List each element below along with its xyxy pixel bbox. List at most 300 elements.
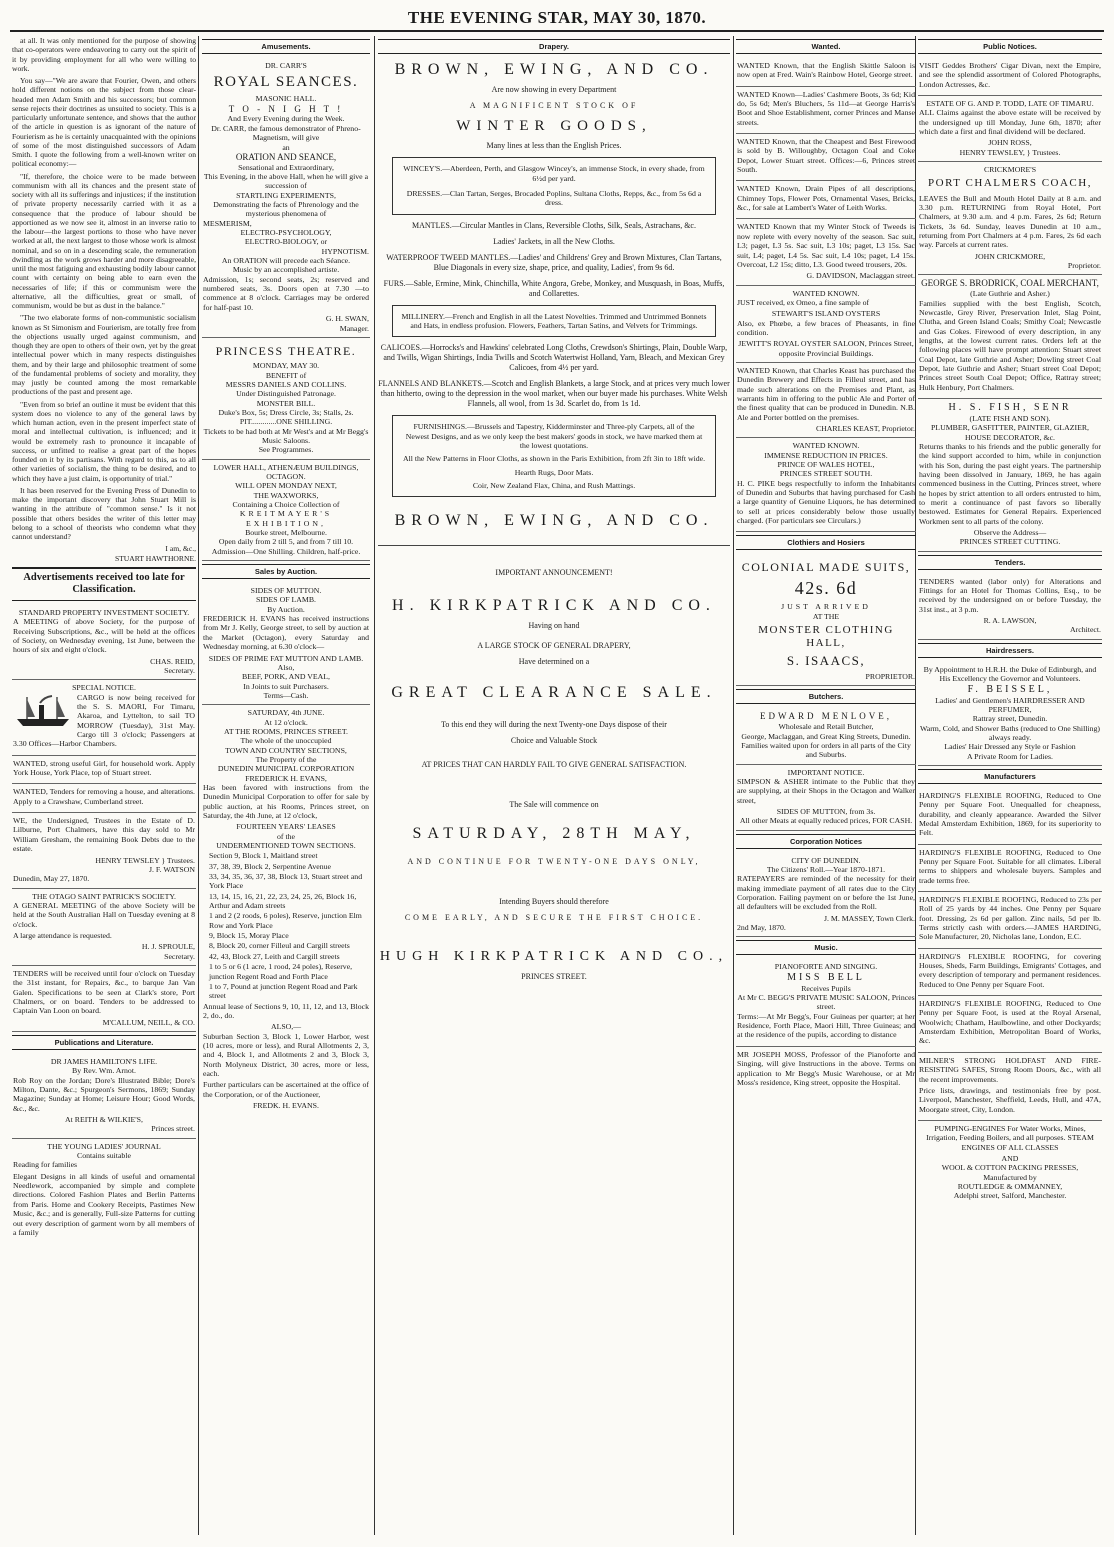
ad-wanted-girl xyxy=(12,756,196,785)
ad-body: Further particulars can be ascertained at the office of the Corporation, or of the Auctioneer, xyxy=(203,1080,369,1099)
signer-role: Trustees. xyxy=(166,855,195,865)
ad-wanted-tenders xyxy=(12,784,196,813)
section-item: 33, 34, 35, 36, 37, 38, Block 13, Stuart street and York Place xyxy=(209,872,363,891)
signer: HENRY TEWSLEY xyxy=(95,855,160,865)
item-calicoes: CALICOES.—Horrocks's and Hawkins' celebrated Long Cloths, Crewdson's Shirtings, Plain, Double Warp, and Twills, Wigan Shirtings, India Twills and Scotch Watertwist Holland, Yarn, Bleach, and Mexican Grey Calicoes, from 4½ per yard. xyxy=(380,343,728,373)
column-rule xyxy=(198,36,199,1535)
item-floor-cloths: All the New Patterns in Floor Cloths, as shown in the Paris Exhibition, from 2ft 3in to 18ft wide. xyxy=(402,454,706,464)
ad-standard-property xyxy=(12,605,196,680)
ad-body: WANTED Known—Ladies' Cashmere Boots, 3s 6d; Kid do, 5s 6d; Men's Bluchers, 5s 11d—at George Harris's Boot and Shoe Establishment, corner Princes and Manse streets. xyxy=(737,89,915,127)
ad-headline: MISS BELL xyxy=(787,971,865,983)
ad-role: PROPRIETOR. xyxy=(865,672,915,682)
ad-role: Manager. xyxy=(339,323,369,333)
ad-line: FOURTEEN YEARS' LEASES xyxy=(236,822,336,832)
item-flannels: FLANNELS AND BLANKETS.—Scotch and English Blankets, a large Stock, and at prices very much lower than hitherto, owing to the depression in the wool market, when our buyer made his purchases. White Welsh Flannels, all wool, from 1s 3d. Scarlet do, from 1s 1d. xyxy=(378,379,730,409)
section-header-publications: Publications and Literature. xyxy=(12,1035,196,1050)
ad-line: MESMERISM, xyxy=(203,218,252,228)
ad-headline-important: IMPORTANT ANNOUNCEMENT! xyxy=(495,567,613,577)
ad-city-dunedin xyxy=(736,853,916,938)
letter-to-editor xyxy=(12,36,196,563)
ad-wanted-drain-pipes xyxy=(736,181,916,219)
ad-line: PRINCES STREET. xyxy=(521,971,587,981)
ad-miss-bell xyxy=(736,959,916,1046)
ad-line: Families waited upon for orders in all parts of the City and Suburbs. xyxy=(741,740,911,760)
ad-line: A MAGNIFICENT STOCK OF xyxy=(469,101,639,111)
ad-body: FREDERICK H. EVANS has received instructions from Mr J. Kelly, George street, to sell by auction at the Market (Octagon), every Saturday and Wednesday morning, at 6.30 o'clock— xyxy=(203,614,369,652)
ad-headline: PRINCESS THEATRE. xyxy=(215,343,357,358)
ad-body: Terms:—At Mr Begg's, Four Guineas per quarter; at her Residence, Forth Place, Maori Hill, Three Guineas; and at the residence of the pupils, according to distance xyxy=(737,1011,915,1040)
ad-body: TENDERS will be received until four o'clock on Tuesday the 31st instant, for Repairs, &c., to barque Jan Van Galen. Specifications to be seen at Clark's store, Port Chalmers, or on board. Tenders to be addressed to Captain Van Loon on board. xyxy=(13,968,195,1016)
ad-line: Intending Buyers should therefore xyxy=(499,897,609,907)
ad-line: PRINCES STREET SOUTH. xyxy=(779,469,873,479)
letter-paragraph: "The two elaborate forms of non-communistic socialism known as St Simonism and Fourierism, are totally free from the objections usually urged against communism, and though they are open to others of their own, yet by the great intellectual power which in many respects distinguishes them, and by their large and philosophic treatment of some of the fundamental problems of society and morality, they may justly be counted among the most remarkable productions of the past and present age. xyxy=(12,313,196,397)
ad-body: JUST received, ex Omeo, a fine sample of xyxy=(737,297,870,307)
ad-lawson-tenders xyxy=(918,574,1102,640)
ad-dr-carr xyxy=(202,58,370,338)
ad-line: By Appointment to H.R.H. the Duke of Edinburgh, and His Excellency the Governor and Volunteers. xyxy=(923,664,1097,684)
ad-wanted-firewood xyxy=(736,134,916,181)
ad-line: Ladies' and Gentlemen's HAIRDRESSER AND PERFUMER, xyxy=(935,695,1085,714)
ad-line: Containing a Choice Collection of xyxy=(232,500,340,510)
ad-signature: HENRY TEWSLEY, } Trustees. xyxy=(959,147,1061,157)
ad-line: SIDES OF MUTTON. xyxy=(250,586,322,596)
ad-body: ALL Claims against the above estate will be received by the undersigned up till Monday, June 6th, 1870; after which date a first and final dividend will be declared. xyxy=(919,108,1101,137)
section-item: 42, 43, Block 27, Leith and Cargill streets xyxy=(209,951,340,961)
ad-body: WANTED, strong useful Girl, for household work. Apply York House, York Place, top of Stuart street. xyxy=(13,758,195,778)
item-furnishings: FURNISHINGS.—Brussels and Tapestry, Kidderminster and Three-ply Carpets, all of the Newest Designs, and as we only keep the best makers' goods in stock, we have marked them at the lowest quotations. xyxy=(405,422,703,450)
ad-line: Are now showing in every Department xyxy=(491,85,617,95)
ad-title: DR JAMES HAMILTON'S LIFE. xyxy=(50,1057,158,1066)
ad-young-ladies-journal xyxy=(12,1139,196,1243)
ad-beissel xyxy=(918,662,1102,766)
ad-line: An ORATION will precede each Séance. xyxy=(221,256,351,266)
section-header-butchers: Butchers. xyxy=(736,689,916,704)
ad-line: George, Maclaggan, and Great King Streets, Dunedin. xyxy=(741,731,911,741)
section-header-corporation: Corporation Notices xyxy=(736,834,916,849)
item-hearth: Hearth Rugs, Door Mats. xyxy=(514,467,594,477)
ad-signature: J. M. MASSEY, Town Clerk. xyxy=(823,913,915,923)
ad-signature: CHARLES KEAST, Proprietor. xyxy=(815,424,915,433)
letter-paragraph: at all. It was only mentioned for the purpose of showing that co-operators were endeavoring to carry out the spirit of it by providing employment for all who were willing to work. xyxy=(12,36,196,73)
section-item: 13, 14, 15, 16, 21, 22, 23, 24, 25, 26, Block 16, Arthur and Adam streets xyxy=(209,891,357,911)
ad-line: Have determined on a xyxy=(518,656,590,666)
ad-signature: JOHN ROSS, xyxy=(988,138,1032,148)
ad-title: THE YOUNG LADIES' JOURNAL xyxy=(47,1141,161,1151)
ad-title: WANTED KNOWN. xyxy=(792,288,860,298)
ad-headline: MONSTER CLOTHING HALL, xyxy=(758,624,894,650)
ad-role: Secretary. xyxy=(164,951,195,961)
ad-harding-roofing xyxy=(918,788,1102,845)
ad-address: Princes street. xyxy=(151,1124,195,1134)
ad-headline: EDWARD MENLOVE, xyxy=(760,711,892,722)
ad-signature: JOHN CRICKMORE, xyxy=(974,251,1046,261)
ad-body: Suburban Section 3, Block 1, Lower Harbor, west (10 acres, more or less), and Rural Allotments 2, 3, and 4, Block 1, and Allotments 2 and 3, Block 3, North Molyneux District, 30 acres, more or less, each. xyxy=(203,1031,369,1078)
ad-date: 2nd May, 1870. xyxy=(737,923,786,933)
section-item: 8, Block 20, corner Filleul and Cargill streets xyxy=(209,941,350,951)
ad-line: Warm, Cold, and Shower Baths (reduced to One Shilling) always ready. xyxy=(920,723,1100,742)
ad-body: H. C. PIKE begs respectfully to inform the Inhabitants of Dunedin and Suburbs that having purchased for Cash a large quantity of Genuine Liquors, he has determined to sell at prices considerably below those usually charged. (For particulars see Circulars.) xyxy=(737,478,915,526)
ad-body: WE, the Undersigned, Trustees in the Estate of D. Lilburne, Port Chalmers, have this day sold to Mr William Gresham, the remaining Book Debts due to the estate. xyxy=(13,816,195,854)
section-header-music: Music. xyxy=(736,940,916,955)
ad-body: SIMPSON & ASHER intimate to the Public that they are supplying, at their Shops in the Octagon and Walker street, xyxy=(737,776,915,805)
ad-line: Choice and Valuable Stock xyxy=(510,735,598,745)
ad-headline: F. BEISSEL, xyxy=(967,683,1053,695)
ad-line: Open daily from 2 till 5, and from 7 till 10. xyxy=(218,537,354,547)
ad-line: COME EARLY, AND SECURE THE FIRST CHOICE. xyxy=(404,913,704,923)
section-item: 9, Block 15, Moray Place xyxy=(209,931,289,941)
ad-body: HARDING'S FLEXIBLE ROOFING, Reduced to One Penny per Square Foot. Unequalled for cheapness, durability, and cleanly appearance. Awarded the Silver Medal Amsterdam Exhibition, 1869, for its superiority to Felt. xyxy=(919,790,1101,838)
section-header-tenders: Tenders. xyxy=(918,555,1102,570)
section-header-hairdressers: Hairdressers. xyxy=(918,643,1102,658)
ad-harding-roofing xyxy=(918,845,1102,892)
ad-line: DUNEDIN MUNICIPAL CORPORATION xyxy=(217,764,355,774)
column-rule xyxy=(733,36,734,1535)
section-item: 1 and 2 (2 roods, 6 poles), Reserve, junction Elm Row and York Place xyxy=(209,911,362,930)
ad-harding-roofing xyxy=(918,996,1102,1053)
ad-title: CRICKMORE'S xyxy=(983,165,1037,175)
ad-body: Also, ex Phœbe, a few braces of Pheasants, in fine condition. xyxy=(737,318,915,337)
ad-line: KREITMAYER'S EXHIBITION, xyxy=(239,509,333,528)
ad-tenders-barque xyxy=(12,966,196,1032)
ad-body: HARDING'S FLEXIBLE ROOFING, Reduced to One Penny per Square Foot. Suitable for all climates. Liberal terms to shippers and wholesale buyers. Samples and trade terms free. xyxy=(919,847,1101,885)
ad-body: Admission, 1s; second seats, 2s; reserved and numbered seats, 3s. Doors open at 7.30 —to commence at 8 o'clock. Carriages may be ordered for half-past 10. xyxy=(203,274,369,312)
ad-harding-roofing xyxy=(918,949,1102,996)
ad-body: WANTED, Tenders for removing a house, and alterations. Apply to a Crawshaw, Cumberland street. xyxy=(13,787,195,806)
ad-cargo xyxy=(12,680,196,755)
ad-todd-estate xyxy=(918,96,1102,162)
ad-line: Sensational and Extraordinary, xyxy=(238,162,334,172)
ad-body: A MEETING of above Society, for the purpose of Receiving Subscriptions, &c., will be held at the offices of Society, on Wednesday evening, 1st June, between the hours of six and eight o'clock. xyxy=(13,617,195,655)
ad-title: THE OTAGO SAINT PATRICK'S SOCIETY. xyxy=(32,891,176,901)
column-rule xyxy=(374,36,375,1535)
ad-line: SIDES OF PRIME FAT MUTTON AND LAMB. xyxy=(208,653,364,663)
letter-paragraph: It has been reserved for the Evening Press of Dunedin to make the important discovery that John Stuart Mill is wanting in the attribute of "common sense." Is it not possible that others besides the writer of this letter may belong to a school of theorists who condemn what they cannot understand? xyxy=(12,485,196,541)
ad-princess-theatre xyxy=(202,338,370,460)
letter-paragraph: "If, therefore, the choice were to be made between communism with all its chances and the present state of society with all its sufferings and injustices; if the institution of private property necessarily carried with it as a consequence that the produce of labour should be apportioned as we now see it, almost in an inverse ratio to the labour—the largest portions to those who have never worked at all, the next largest to those whose work is almost nominal, and so on in a descending scale, the remuneration dwindling as the work grows harder and more disagreeable, until the most fatiguing and exhausting bodily labour cannot count with certainty on being able to earn even the necessaries of life; if this or communism were the alternative, all the difficulties, great or small, of communism, would be but as dust in the balance." xyxy=(12,171,196,310)
ad-headline: PORT CHALMERS COACH, xyxy=(928,177,1092,190)
ad-body: PUMPING-ENGINES For Water Works, Mines, Irrigation, Feeding Boilers, and all purposes. STEAM ENGINES OF ALL CLASSES xyxy=(926,1123,1094,1152)
box-millinery xyxy=(392,305,716,338)
ad-line: Many lines at less than the English Prices. xyxy=(486,141,622,151)
ad-line: ELECTRO-BIOLOGY, or xyxy=(244,237,328,247)
ad-wanted-tweeds xyxy=(736,219,916,285)
ad-line: TOWN AND COUNTRY SECTIONS, xyxy=(225,745,347,755)
ad-wanted-prince-wales xyxy=(736,438,916,532)
ad-line: The Citizens' Roll.—Year 1870-1871. xyxy=(766,865,886,874)
ad-line: Terms—Cash. xyxy=(263,690,309,700)
ad-harding-roofing xyxy=(918,892,1102,949)
ad-line: The whole of the unoccupied xyxy=(240,736,332,746)
ad-line: Manufactured by xyxy=(983,1172,1037,1182)
ad-line: See Programmes. xyxy=(258,445,314,455)
letter-signer: STUART HAWTHORNE. xyxy=(114,553,196,563)
ad-hamilton-life xyxy=(12,1054,196,1139)
ad-price: 42s. 6d xyxy=(794,577,858,598)
ad-line: Demonstrating the facts of Phrenology and the mysterious phenomena of xyxy=(213,200,359,219)
ad-headline-clearance: GREAT CLEARANCE SALE. xyxy=(391,683,717,701)
section-item: 1 to 5 or 6 (1 acre, 1 rood, 24 poles), Reserve, junction Regent Road and Forth Place xyxy=(209,962,353,981)
ad-line: In Joints to suit Purchasers. xyxy=(243,681,329,691)
ad-fish xyxy=(918,399,1102,552)
ad-line: The Sale will commence on xyxy=(509,799,599,809)
ad-line: HYPNOTISM. xyxy=(321,246,369,256)
ad-crickmore-coach xyxy=(918,162,1102,275)
ad-title: ESTATE OF G. AND P. TODD, LATE OF TIMARU. xyxy=(926,99,1094,109)
section-header-sales: Sales by Auction. xyxy=(202,564,370,579)
item-mantles: MANTLES.—Circular Mantles in Clans, Reversible Cloths, Silk, Seals, Astrachans, &c. xyxy=(412,220,696,230)
ad-title: STANDARD PROPERTY INVESTMENT SOCIETY. xyxy=(18,607,190,617)
ad-line: AT THE xyxy=(812,611,840,621)
ad-routledge xyxy=(918,1121,1102,1205)
ad-line: At Mr C. BEGG'S PRIVATE MUSIC SALOON, Princes street. xyxy=(737,993,915,1012)
ad-body: Families supplied with the best English, Scotch, Newcastle, Grey River, Preservation Inlet, Slag Point, Clutha, and Green Island Coals; Smithy Coal; Newcastle and Gas Cokes. Firewood of every description, in any lengths, at the lowest current rates. Orders left at the following places will have prompt attention: Stuart street Coal Depot, late Guthrie and Asher; Dowling street Coal Depot, late Guthrie and Asher; Stuart street Coal Depot; Princes street South Coal Depot; Office, Rattray street; Hulk Henbury, Port Chalmers. xyxy=(919,298,1101,392)
ad-line: WOOL & COTTON PACKING PRESSES, xyxy=(941,1163,1079,1173)
item-winceys: WINCEY'S.—Aberdeen, Perth, and Glasgow Wincey's, an immense Stock, in every shade, from 6½d per yard. xyxy=(403,164,705,183)
letter-signoff: I am, &c., xyxy=(165,544,196,554)
ad-signature: J. F. WATSON xyxy=(148,864,195,874)
section-item: 1 to 7, Pound at junction Regent Road and Park street xyxy=(209,981,358,1001)
ad-line: Having on hand xyxy=(528,620,580,630)
ad-line: SIDES OF MUTTON, from 3s. xyxy=(776,806,876,816)
ad-signature: R. A. LAWSON, xyxy=(983,616,1037,626)
ad-line: FREDERICK H. EVANS, xyxy=(245,773,327,783)
ad-body: Returns thanks to his friends and the public generally for the kind support accorded to him, while in conjunction with his Son, during the past eight years. The partnership having been dissolved in January, 1869, he has again commenced business in the Cutting, Princes street, where he hopes by strict attention to all orders entrusted to him, to merit a continuance of past favors so liberally bestowed. Estimates for General Repairs. Experienced Workmen sent to all parts of the colony. xyxy=(919,441,1101,526)
ad-headline: COLONIAL MADE SUITS, xyxy=(741,560,911,575)
ad-signature: H. J. SPROULE, xyxy=(141,942,195,952)
ad-signature: G. DAVIDSON, Maclaggan street. xyxy=(806,271,915,281)
ad-line: Reading for families xyxy=(13,1160,78,1170)
ad-line: BEEF, PORK, AND VEAL, xyxy=(241,672,331,682)
ad-line: PLUMBER, GASFITTER, PAINTER, GLAZIER, HOUSE DECORATOR, &c. xyxy=(930,423,1090,442)
ad-joseph-moss xyxy=(736,1047,916,1093)
section-header-wanted: Wanted. xyxy=(736,39,916,54)
classification-header: Advertisements received too late for Classification. xyxy=(12,567,196,601)
column-1 xyxy=(12,36,196,1535)
ad-body: MR JOSEPH MOSS, Professor of the Pianoforte and Singing, will give Instructions in the above. Terms on application to Mr Begg's Music Warehouse, or at Mr Moss's residence, King street, opposite the Hospital. xyxy=(737,1049,915,1087)
ad-body: VISIT Geddes Brothers' Cigar Divan, next the Empire, and see the splendid assortment of Colored Photographs, London Actresses, &c. xyxy=(919,61,1101,89)
item-dresses: DRESSES.—Clan Tartan, Serges, Brocaded Poplins, Sultana Cloths, Repps, &c., from 5s 6d a dress. xyxy=(406,188,702,208)
signer-role: Trustees. xyxy=(1032,147,1061,157)
ad-line: STEWART'S ISLAND OYSTERS xyxy=(771,309,881,319)
ad-st-patricks xyxy=(12,889,196,966)
ad-title: PIANOFORTE AND SINGING. xyxy=(774,962,878,972)
ad-body: HARDING'S FLEXIBLE ROOFING, Reduced to 23s per Roll of 25 yards by 44 inches. One Penny per Square foot. Dressing, 2s 6d per gallon. Zinc nails, 5d per lb. Terms strictly cash with orders.—JAMES HARDING, Sole Manufacturer, 20, Nicholas lane, London, E.C. xyxy=(919,895,1101,942)
ad-line: MONDAY, MAY 30. xyxy=(252,361,320,371)
ad-line: IMMENSE REDUCTION IN PRICES. xyxy=(764,450,888,460)
ad-body: TENDERS wanted (labor only) for Alterations and Fittings for an Hotel for Thomas Collins, Esq., to be received by the undersigned on or before Tuesday, the 31st inst., at 3 p.m. xyxy=(919,576,1101,614)
ad-line: ROUTLEDGE & OMMANNEY, xyxy=(957,1181,1063,1191)
ad-line: MONSTER BILL. xyxy=(256,398,316,408)
ad-line: AND xyxy=(1001,1153,1019,1163)
ad-line: AT THE ROOMS, PRINCES STREET. xyxy=(224,726,348,736)
ad-line: A LARGE STOCK OF GENERAL DRAPERY, xyxy=(477,640,631,650)
ad-title: DR. CARR'S xyxy=(265,61,307,70)
ad-headline: ROYAL SEANCES. xyxy=(213,74,359,91)
letter-paragraph: "Even from so brief an outline it must be evident that this system does no violence to any of the general laws by which human action, even in the present imperfect state of moral and intellectual cultivation, is influenced; and it would be extremely rash to pronounce it incapable of success, or unfitted to realise a great part of the hopes founded on it by its partisans. With regard to this, as to all other varieties of socialism, the thing to be desired, and to which they have a just claim, is opportunity of trial." xyxy=(12,399,196,483)
ad-note: A large attendance is requested. xyxy=(13,930,112,940)
ad-mutton-auction xyxy=(202,583,370,705)
ad-body: LEAVES the Bull and Mouth Hotel Daily at 8 a.m. and 3.30 p.m. RETURNING from Royal Hotel, Port Chalmers, at 9.30 a.m. and 4 p.m. Fares, 2s 6d; Return Tickets, 3s 6d. Sunday, leaves Dunedin at 10 a.m., returning from Port Chalmers at 4 p.m. Fares, 2s 6d each way. Parcels at current rates. xyxy=(919,193,1101,250)
ad-line: UNDERMENTIONED TOWN SECTIONS. xyxy=(216,841,356,851)
ad-author: By Rev. Wm. Arnot. xyxy=(72,1066,136,1076)
ad-headline-saturday: SATURDAY, 28TH MAY, xyxy=(412,824,696,842)
ad-headline-brown-ewing: BROWN, EWING, AND CO. xyxy=(394,61,714,78)
ad-wanted-brewery xyxy=(736,363,916,438)
ad-line: BENEFIT of xyxy=(265,370,307,380)
section-list xyxy=(203,851,369,1000)
section-header-clothiers: Clothiers and Hosiers xyxy=(736,535,916,550)
ad-line: Duke's Box, 5s; Dress Circle, 3s; Stalls, 2s. xyxy=(218,407,354,417)
section-header-drapery: Drapery. xyxy=(378,39,730,54)
ad-line: Wholesale and Retail Butcher, xyxy=(778,722,874,732)
ad-line: THE WAXWORKS, xyxy=(253,490,319,500)
ad-line: Observe the Address— xyxy=(973,528,1047,538)
ad-monster-clothing xyxy=(736,554,916,686)
letter-paragraph: You say—"We are aware that Fourier, Owen, and others hold different notions on the subject from those clear-headed men Adam Smith and his successors; but common sense rejects their doctrines as unsuited to society. This is a particularly unfortunate sentence, and shows that the author of the article in question is as ignorant of the nature of Fourierism as he is certainly unacquainted with the opinions of some of the most distinguished successors of Adam Smith. I quote the following from a well-known writer on political economy:— xyxy=(12,76,196,169)
ad-body: Rob Roy on the Jordan; Dore's Illustrated Bible; Dore's Milton, Dante, &c.; Spurgeon's Sermons, 1869; Sunday Magazine; Sunday at Home; Leisure Hour; Good Words, &c., &c. xyxy=(13,1075,195,1113)
ad-signature: G. H. SWAN, xyxy=(325,314,369,324)
ad-body: Elegant Designs in all kinds of useful and ornamental Needlework, accompanied by simple and complete directions. Colored Fashion Plates and Berlin Patterns from Paris. Home and Cookery Receipts, Pastimes New Music, &c.; and is generally, Full-size Patterns for cutting out every description of garment worn by all members of a family xyxy=(13,1171,195,1237)
ad-line: PRINCE OF WALES HOTEL, xyxy=(777,460,875,470)
ad-line: Admission—One Shilling. Children, half-price. xyxy=(211,546,361,556)
column-2 xyxy=(202,36,370,1535)
ad-wanted-boots xyxy=(736,87,916,134)
venue: MASONIC HALL. xyxy=(255,94,317,104)
ad-waxworks xyxy=(202,460,370,561)
newspaper-title: THE EVENING STAR, MAY 30, 1870. xyxy=(407,8,707,27)
ad-subtitle: Contains suitable xyxy=(77,1151,131,1161)
ad-body: Price lists, drawings, and testimonials free by post. Liverpool, Manchester, Sheffield, Leeds, Hull, and 47A, Moorgate street, City, London. xyxy=(919,1085,1101,1114)
ad-line: A Private Room for Ladies. xyxy=(967,751,1053,761)
ad-headline: S. ISAACS, xyxy=(786,653,866,669)
section-item: Section 9, Block 1, Maitland street xyxy=(209,851,318,861)
ad-date: Dunedin, May 27, 1870. xyxy=(13,874,90,884)
ad-signature: FREDK. H. EVANS. xyxy=(253,1100,319,1110)
ad-brodrick xyxy=(918,275,1102,399)
ad-line: (LATE FISH AND SON). xyxy=(969,413,1051,423)
ad-menlove xyxy=(736,708,916,764)
ad-line: This Evening, in the above Hall, when he will give a succession of xyxy=(203,172,369,191)
ad-line: And Every Evening during the Week. xyxy=(227,114,345,124)
item-waterproof: WATERPROOF TWEED MANTLES.—Ladies' and Childrens' Grey and Brown Mixtures, Clan Tartans, Blue Diagonals in every size, shape, price, and quality, Ladies', from 9s 6d. xyxy=(386,252,722,272)
ad-title: IMPORTANT NOTICE. xyxy=(787,767,865,777)
ad-line: AND CONTINUE FOR TWENTY-ONE DAYS ONLY, xyxy=(407,857,701,867)
ad-role: Architect. xyxy=(1070,625,1101,635)
ad-simpson-asher xyxy=(736,765,916,831)
ad-line: Bourke street, Melbourne. xyxy=(245,528,327,538)
ad-line: The Property of the xyxy=(255,754,317,764)
section-item: 37, 38, 39, Block 2, Serpentine Avenue xyxy=(209,861,331,871)
ad-body: CARGO is now being received for the S. S. MAORI, For Timaru, Akaroa, and Lyttelton, to sail TO MORROW (Tuesday), 31st May. Cargo till 3 o'clock; Passengers at 3.30 Offices—Harbor Chambers. xyxy=(13,692,195,749)
ad-milner-safes xyxy=(918,1053,1102,1121)
ad-headline: GEORGE S. BRODRICK, COAL MERCHANT, xyxy=(921,278,1099,289)
ad-headline-hugh-kirkpatrick: HUGH KIRKPATRICK AND CO., xyxy=(379,949,729,965)
ad-line: By Auction. xyxy=(267,604,305,614)
masthead xyxy=(10,6,1104,32)
column-4 xyxy=(736,36,916,1535)
ad-line: All other Meats at equally reduced prices, FOR CASH. xyxy=(739,816,913,826)
ad-line: (Late Guthrie and Asher.) xyxy=(970,289,1050,299)
ad-geddes xyxy=(918,58,1102,96)
ad-signature: HENRY TEWSLEY } Trustees. xyxy=(95,855,195,865)
ad-role: Proprietor. xyxy=(1067,261,1101,271)
ad-title: CITY OF DUNEDIN. xyxy=(791,855,861,865)
ad-line: Adelphi street, Salford, Manchester. xyxy=(953,1191,1067,1201)
ad-body: Has been favored with instructions from the Dunedin Municipal Corporation to offer for sale by public auction, at his Rooms, Princes street, on Saturday, the 4th June, at 12 o'clock, xyxy=(203,782,369,821)
ad-line: WILL OPEN MONDAY NEXT, xyxy=(235,481,337,491)
ad-line: ALSO,— xyxy=(270,1022,302,1032)
ad-title: WANTED KNOWN. xyxy=(792,441,860,451)
ad-line: of the xyxy=(277,831,295,841)
ad-body: HARDING'S FLEXIBLE ROOFING, Reduced to One Penny per Square Foot, is used at the Royal Arsenal, Woolwich; Chatham, Haulbowline, and other Dockyards; Amsterdam Exhibition, Metropolitan Board of Works, &c. xyxy=(919,999,1101,1046)
ad-line: AT PRICES THAT CAN HARDLY FAIL TO GIVE GENERAL SATISFACTION. xyxy=(421,759,687,769)
ad-line: Dr. CARR, the famous demonstrator of Phreno-Magnetism, will give xyxy=(211,123,361,143)
ad-line: At 12 o'clock. xyxy=(264,717,308,727)
ad-wanted-skittle xyxy=(736,58,916,87)
box-winceys-dresses xyxy=(392,157,716,214)
ad-signature: CHAS. REID, xyxy=(150,656,195,666)
item-ladies-jackets: Ladies' Jackets, in all the New Cloths. xyxy=(493,236,615,246)
ad-body: A GENERAL MEETING of the above Society will be held at the South Australian Hall on Tuesday evening at 8 o'clock. xyxy=(13,900,195,929)
ad-body: WANTED Known that my Winter Stock of Tweeds is now replete with every novelty of the season. Sac suit, L3; paget, L3 5s. Sac suit, L3 10s; paget, L3 15s. Sac suit, L4; paget, L4 5s. Sac suit, L4 10s; paget, L4 15s. Overcoat, L2 15s; ditto, L3. Good tweed trousers, 20s. xyxy=(737,222,915,269)
ad-body: RATEPAYERS are reminded of the necessity for their making immediate payment of all rates due to the City Corporation. Failing payment on or before the 1st June, all defaulters will be excluded from the Roll. xyxy=(737,874,915,912)
ad-line: SATURDAY, 4th JUNE. xyxy=(247,708,325,718)
signer: HENRY TEWSLEY, xyxy=(959,147,1025,157)
section-header-amusements: Amusements. xyxy=(202,39,370,54)
section-header-public-notices: Public Notices. xyxy=(918,39,1102,54)
ad-title: SPECIAL NOTICE. xyxy=(72,683,136,693)
ad-line: STARTLING EXPERIMENTS, xyxy=(236,190,336,200)
steamship-icon xyxy=(13,693,73,729)
ad-body: WANTED Known, Drain Pipes of all descriptions, Chimney Tops, Flower Pots, Ornamental Vases, Bricks, &c., for sale at Lambert's Water of Leith Works. xyxy=(737,184,915,213)
ad-seller: At REITH & WILKIE'S, xyxy=(65,1115,143,1125)
ad-line: ORATION AND SEANCE, xyxy=(235,151,337,162)
ad-headline-brown-ewing-footer: BROWN, EWING, AND CO. xyxy=(394,512,714,530)
ad-line: Tickets to be had both at Mr West's and at Mr Begg's Music Saloons. xyxy=(203,426,369,445)
ad-line: SIDES OF LAMB. xyxy=(255,595,316,605)
ad-line: JUST ARRIVED xyxy=(781,602,871,612)
ad-line: ELECTRO-PSYCHOLOGY, xyxy=(240,228,332,238)
ad-line: MESSRS DANIELS AND COLLINS. xyxy=(225,379,347,389)
ad-headline-winter-goods: WINTER GOODS, xyxy=(456,118,652,135)
ad-body: Annual lease of Sections 9, 10, 11, 12, and 13, Block 2, do., do. xyxy=(203,1001,369,1020)
ad-body: MILNER'S STRONG HOLDFAST AND FIRE-RESISTING SAFES, Strong Room Doors, &c., with all the recent improvements. xyxy=(919,1055,1101,1084)
ad-line: To this end they will during the next Twenty-one Days dispose of their xyxy=(441,719,667,729)
ad-line: an xyxy=(282,142,290,152)
ad-line: Ladies' Hair Dressed any Style or Fashion xyxy=(944,742,1076,752)
ad-line: JEWITT'S ROYAL OYSTER SALOON, Princes Street, opposite Provincial Buildings. xyxy=(738,339,914,358)
ad-line: PIT.............ONE SHILLING. xyxy=(239,417,333,427)
ad-line: Music by an accomplished artiste. xyxy=(232,265,340,275)
ad-role: Secretary. xyxy=(164,666,195,675)
item-millinery: MILLINERY.—French and English in all the Latest Novelties. Trimmed and Untrimmed Bonnets and Hats, in endless profusion. Flowers, Feathers, Tartan Satins, and Velvets for Trimmings. xyxy=(401,311,707,330)
ad-town-sections xyxy=(202,705,370,1114)
item-furs: FURS.—Sable, Ermine, Mink, Chinchilla, White Angora, Grebe, Monkey, and Musquash, in Boas, Muffs, and Collarettes. xyxy=(383,278,725,298)
ad-line: Receives Pupils xyxy=(801,983,851,993)
ad-body: WANTED Known, that the English Skittle Saloon is now open at Fred. Wain's Rainbow Hotel, George street. xyxy=(737,61,915,80)
ad-wanted-oysters xyxy=(736,286,916,363)
box-furnishings xyxy=(392,415,716,497)
section-header-manufacturers: Manufacturers xyxy=(918,769,1102,784)
ad-line: PRINCES STREET CUTTING. xyxy=(959,537,1061,547)
tonight: T O - N I G H T ! xyxy=(228,103,344,114)
ad-trustees xyxy=(12,813,196,888)
column-3 xyxy=(378,36,730,1535)
ad-headline: H. S. FISH, SENR xyxy=(948,401,1072,413)
ad-line: Rattray street, Dunedin. xyxy=(972,714,1048,724)
column-5 xyxy=(918,36,1102,1535)
ad-headline-kirkpatrick: H. KIRKPATRICK AND CO. xyxy=(392,596,716,614)
